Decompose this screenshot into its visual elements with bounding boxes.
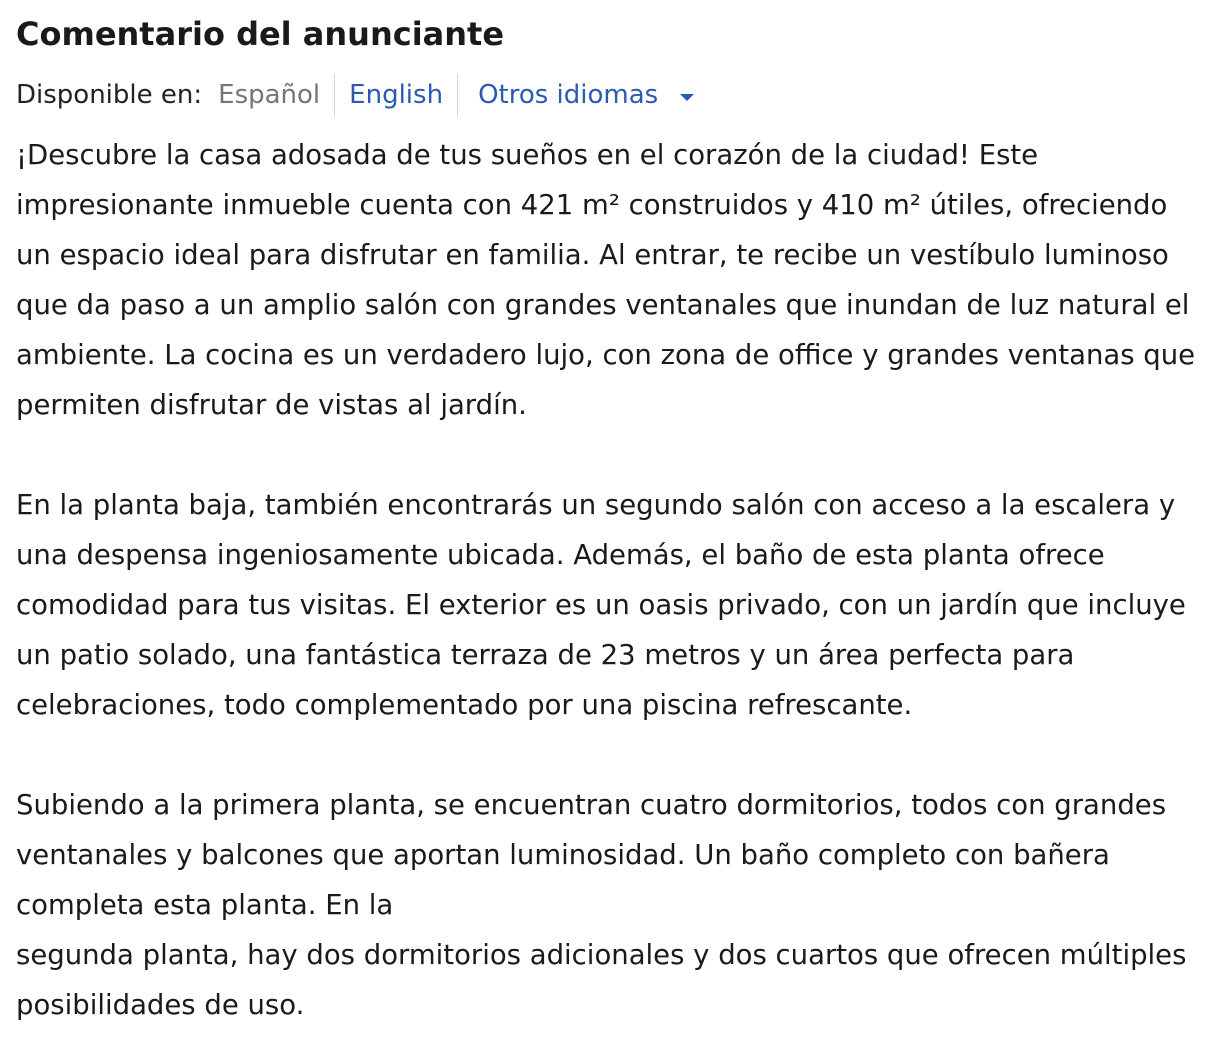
language-link-english[interactable]: English xyxy=(334,74,457,116)
listing-description xyxy=(16,130,1206,1030)
other-languages-dropdown[interactable] xyxy=(457,74,708,116)
language-current-spanish: Español xyxy=(218,80,321,110)
language-label: Disponible en: xyxy=(16,80,203,110)
description-text: segunda planta, hay dos dormitorios adicionales y dos cuartos que ofrecen múltiples posibilidades de uso. xyxy=(16,939,1187,1021)
section-title: Comentario del anunciante xyxy=(16,15,505,53)
chevron-down-icon xyxy=(680,94,694,101)
language-selector xyxy=(16,74,1206,116)
description-text: Subiendo a la primera planta, se encuentran cuatro dormitorios, todos con grandes ventanales y balcones que aportan luminosidad. Un baño completo con bañera completa esta planta. En la xyxy=(16,789,1167,921)
description-paragraph: En la planta baja, también encontrarás un segundo salón con acceso a la escalera y una despensa ingeniosamente ubicada. Además, el baño de esta planta ofrece comodidad para tus visitas. El exterior es un oasis privado, con un jardín que incluye un patio solado, una fantástica terraza de 23 metros y un área perfecta para celebraciones, todo complementado por una piscina refrescante. xyxy=(16,489,1186,721)
description-paragraph xyxy=(16,780,1206,1030)
other-languages-label: Otros idiomas xyxy=(478,80,659,110)
description-paragraph: ¡Descubre la casa adosada de tus sueños en el corazón de la ciudad! Este impresionante inmueble cuenta con 421 m² construidos y 410 m² útiles, ofreciendo un espacio ideal para disfrutar en familia. Al entrar, te recibe un vestíbulo luminoso que da paso a un amplio salón con grandes ventanales que inundan de luz natural el ambiente. La cocina es un verdadero lujo, con zona de office y grandes ventanas que permiten disfrutar de vistas al jardín. xyxy=(16,139,1196,421)
